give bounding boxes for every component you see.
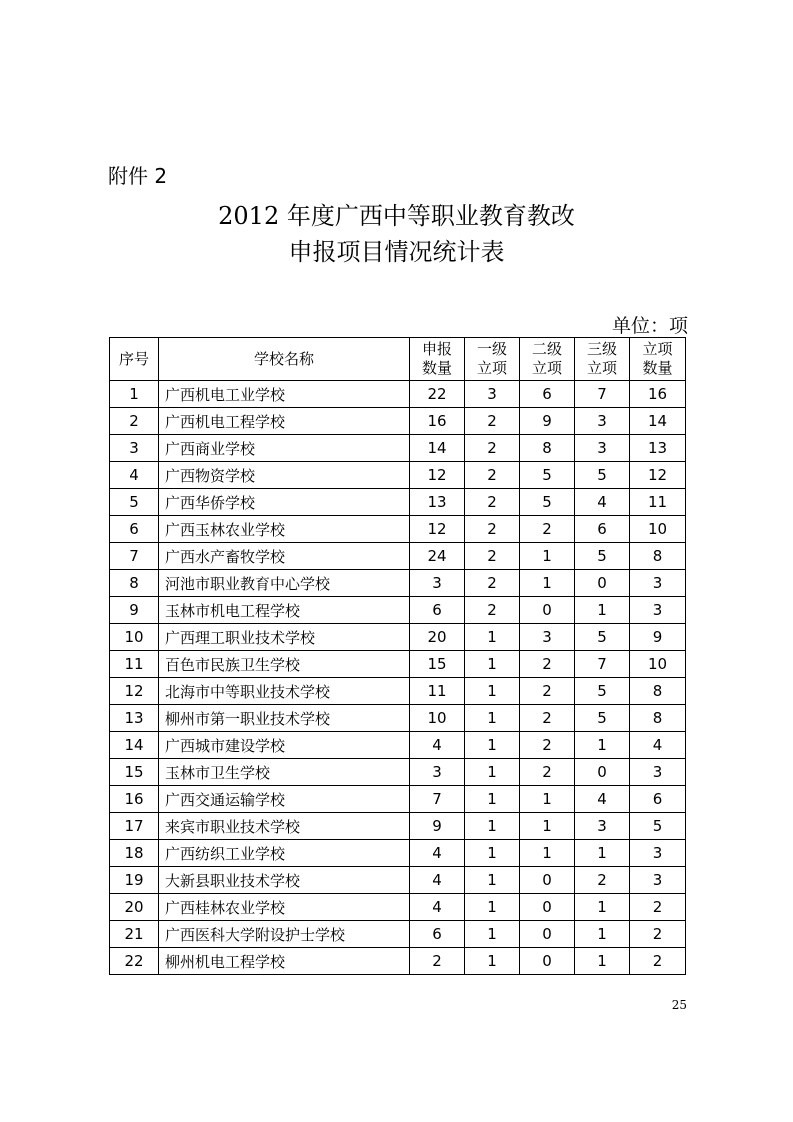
cell-school-name: 柳州市第一职业技术学校 — [159, 705, 410, 732]
table-row — [110, 732, 686, 759]
cell-index: 16 — [110, 786, 159, 813]
table-row — [110, 840, 686, 867]
cell-approved-total: 8 — [630, 705, 686, 732]
unit-label: 单位：项 — [611, 315, 688, 337]
table-row — [110, 489, 686, 516]
table-row — [110, 759, 686, 786]
cell-approved-total: 6 — [630, 786, 686, 813]
cell-applications: 16 — [410, 408, 465, 435]
cell-approved-total: 14 — [630, 408, 686, 435]
cell-approved-total: 13 — [630, 435, 686, 462]
header-applications: 申报 数量 — [410, 338, 465, 381]
cell-level1: 1 — [465, 759, 520, 786]
cell-approved-total: 4 — [630, 732, 686, 759]
cell-applications: 4 — [410, 732, 465, 759]
cell-level1: 1 — [465, 732, 520, 759]
cell-level2: 1 — [520, 813, 575, 840]
cell-approved-total: 12 — [630, 462, 686, 489]
table-row — [110, 948, 686, 975]
cell-level2: 2 — [520, 705, 575, 732]
cell-approved-total: 2 — [630, 921, 686, 948]
cell-applications: 12 — [410, 462, 465, 489]
cell-school-name: 广西纺织工业学校 — [159, 840, 410, 867]
cell-level2: 1 — [520, 570, 575, 597]
cell-level2: 2 — [520, 651, 575, 678]
cell-approved-total: 3 — [630, 840, 686, 867]
cell-level1: 1 — [465, 651, 520, 678]
cell-applications: 15 — [410, 651, 465, 678]
cell-level3: 5 — [575, 678, 630, 705]
cell-applications: 6 — [410, 597, 465, 624]
cell-level3: 4 — [575, 786, 630, 813]
cell-index: 19 — [110, 867, 159, 894]
cell-index: 14 — [110, 732, 159, 759]
cell-school-name: 广西医科大学附设护士学校 — [159, 921, 410, 948]
cell-level3: 1 — [575, 840, 630, 867]
cell-applications: 9 — [410, 813, 465, 840]
cell-approved-total: 9 — [630, 624, 686, 651]
cell-level3: 3 — [575, 435, 630, 462]
cell-level3: 6 — [575, 516, 630, 543]
cell-approved-total: 3 — [630, 570, 686, 597]
cell-index: 7 — [110, 543, 159, 570]
cell-level3: 5 — [575, 462, 630, 489]
cell-level3: 0 — [575, 759, 630, 786]
table-row — [110, 786, 686, 813]
cell-approved-total: 11 — [630, 489, 686, 516]
attachment-label: 附件 2 — [108, 164, 168, 188]
cell-index: 8 — [110, 570, 159, 597]
cell-level3: 1 — [575, 732, 630, 759]
cell-index: 12 — [110, 678, 159, 705]
cell-applications: 6 — [410, 921, 465, 948]
cell-level1: 1 — [465, 921, 520, 948]
cell-level2: 5 — [520, 489, 575, 516]
cell-level1: 1 — [465, 786, 520, 813]
cell-level1: 1 — [465, 705, 520, 732]
cell-level3: 5 — [575, 624, 630, 651]
cell-index: 5 — [110, 489, 159, 516]
table-row — [110, 408, 686, 435]
cell-approved-total: 16 — [630, 381, 686, 408]
cell-school-name: 广西水产畜牧学校 — [159, 543, 410, 570]
cell-level1: 1 — [465, 813, 520, 840]
cell-applications: 3 — [410, 570, 465, 597]
cell-applications: 4 — [410, 840, 465, 867]
cell-index: 15 — [110, 759, 159, 786]
cell-index: 17 — [110, 813, 159, 840]
cell-level1: 1 — [465, 948, 520, 975]
cell-applications: 20 — [410, 624, 465, 651]
cell-approved-total: 5 — [630, 813, 686, 840]
cell-level1: 1 — [465, 894, 520, 921]
cell-index: 6 — [110, 516, 159, 543]
table-row — [110, 678, 686, 705]
table-header-row — [110, 338, 686, 381]
cell-approved-total: 10 — [630, 651, 686, 678]
cell-approved-total: 3 — [630, 867, 686, 894]
table-row — [110, 651, 686, 678]
cell-applications: 4 — [410, 894, 465, 921]
cell-level2: 2 — [520, 732, 575, 759]
cell-school-name: 来宾市职业技术学校 — [159, 813, 410, 840]
cell-school-name: 广西玉林农业学校 — [159, 516, 410, 543]
cell-applications: 14 — [410, 435, 465, 462]
cell-applications: 13 — [410, 489, 465, 516]
cell-level3: 1 — [575, 948, 630, 975]
table-row — [110, 597, 686, 624]
cell-level2: 0 — [520, 921, 575, 948]
header-index: 序号 — [110, 338, 159, 381]
cell-level3: 3 — [575, 408, 630, 435]
cell-level1: 3 — [465, 381, 520, 408]
cell-applications: 7 — [410, 786, 465, 813]
cell-school-name: 百色市民族卫生学校 — [159, 651, 410, 678]
document-title-line2: 申报项目情况统计表 — [288, 238, 505, 266]
page-number: 25 — [671, 998, 687, 1012]
cell-level1: 2 — [465, 543, 520, 570]
cell-index: 4 — [110, 462, 159, 489]
cell-approved-total: 8 — [630, 543, 686, 570]
cell-level1: 1 — [465, 678, 520, 705]
cell-school-name: 大新县职业技术学校 — [159, 867, 410, 894]
cell-approved-total: 3 — [630, 597, 686, 624]
cell-level2: 2 — [520, 678, 575, 705]
cell-index: 11 — [110, 651, 159, 678]
cell-index: 1 — [110, 381, 159, 408]
cell-level2: 0 — [520, 948, 575, 975]
cell-level2: 0 — [520, 597, 575, 624]
cell-index: 3 — [110, 435, 159, 462]
cell-level2: 0 — [520, 867, 575, 894]
table-row — [110, 570, 686, 597]
cell-school-name: 广西理工职业技术学校 — [159, 624, 410, 651]
cell-level2: 3 — [520, 624, 575, 651]
cell-level2: 1 — [520, 840, 575, 867]
cell-school-name: 广西机电工业学校 — [159, 381, 410, 408]
cell-index: 18 — [110, 840, 159, 867]
cell-school-name: 河池市职业教育中心学校 — [159, 570, 410, 597]
cell-school-name: 广西城市建设学校 — [159, 732, 410, 759]
cell-level2: 5 — [520, 462, 575, 489]
cell-level1: 2 — [465, 462, 520, 489]
cell-level2: 2 — [520, 516, 575, 543]
cell-level1: 1 — [465, 840, 520, 867]
cell-level3: 7 — [575, 381, 630, 408]
table-row — [110, 543, 686, 570]
cell-school-name: 广西交通运输学校 — [159, 786, 410, 813]
cell-level1: 2 — [465, 516, 520, 543]
cell-index: 13 — [110, 705, 159, 732]
cell-level2: 2 — [520, 759, 575, 786]
cell-level3: 4 — [575, 489, 630, 516]
header-level2: 二级 立项 — [520, 338, 575, 381]
cell-applications: 3 — [410, 759, 465, 786]
cell-school-name: 玉林市卫生学校 — [159, 759, 410, 786]
header-level3: 三级 立项 — [575, 338, 630, 381]
cell-applications: 22 — [410, 381, 465, 408]
cell-level2: 1 — [520, 786, 575, 813]
header-level1: 一级 立项 — [465, 338, 520, 381]
cell-applications: 10 — [410, 705, 465, 732]
statistics-table — [109, 337, 686, 975]
header-school-name: 学校名称 — [159, 338, 410, 381]
table-row — [110, 867, 686, 894]
table-row — [110, 381, 686, 408]
cell-level3: 1 — [575, 597, 630, 624]
cell-level1: 1 — [465, 867, 520, 894]
cell-index: 10 — [110, 624, 159, 651]
cell-school-name: 广西机电工程学校 — [159, 408, 410, 435]
cell-applications: 24 — [410, 543, 465, 570]
table-row — [110, 705, 686, 732]
cell-school-name: 柳州机电工程学校 — [159, 948, 410, 975]
table-row — [110, 921, 686, 948]
cell-index: 21 — [110, 921, 159, 948]
cell-level3: 7 — [575, 651, 630, 678]
cell-level1: 2 — [465, 597, 520, 624]
cell-index: 22 — [110, 948, 159, 975]
cell-approved-total: 3 — [630, 759, 686, 786]
cell-level1: 2 — [465, 489, 520, 516]
cell-school-name: 广西物资学校 — [159, 462, 410, 489]
cell-school-name: 北海市中等职业技术学校 — [159, 678, 410, 705]
cell-school-name: 广西桂林农业学校 — [159, 894, 410, 921]
cell-level2: 1 — [520, 543, 575, 570]
cell-index: 20 — [110, 894, 159, 921]
cell-approved-total: 2 — [630, 894, 686, 921]
cell-applications: 4 — [410, 867, 465, 894]
cell-level2: 8 — [520, 435, 575, 462]
cell-school-name: 广西华侨学校 — [159, 489, 410, 516]
table-row — [110, 624, 686, 651]
cell-approved-total: 10 — [630, 516, 686, 543]
cell-approved-total: 2 — [630, 948, 686, 975]
cell-level2: 6 — [520, 381, 575, 408]
cell-level3: 3 — [575, 813, 630, 840]
cell-level3: 5 — [575, 705, 630, 732]
cell-school-name: 玉林市机电工程学校 — [159, 597, 410, 624]
header-approved-total: 立项 数量 — [630, 338, 686, 381]
table-row — [110, 813, 686, 840]
table-row — [110, 462, 686, 489]
cell-level1: 1 — [465, 624, 520, 651]
cell-level3: 5 — [575, 543, 630, 570]
table-row — [110, 894, 686, 921]
cell-level2: 0 — [520, 894, 575, 921]
cell-level2: 9 — [520, 408, 575, 435]
cell-applications: 12 — [410, 516, 465, 543]
cell-level1: 2 — [465, 435, 520, 462]
cell-index: 2 — [110, 408, 159, 435]
cell-applications: 2 — [410, 948, 465, 975]
cell-level3: 1 — [575, 921, 630, 948]
cell-applications: 11 — [410, 678, 465, 705]
cell-level1: 2 — [465, 408, 520, 435]
cell-school-name: 广西商业学校 — [159, 435, 410, 462]
document-title-line1: 2012 年度广西中等职业教育教改 — [218, 202, 575, 230]
cell-level3: 2 — [575, 867, 630, 894]
table-row — [110, 516, 686, 543]
cell-level3: 1 — [575, 894, 630, 921]
table-row — [110, 435, 686, 462]
cell-level3: 0 — [575, 570, 630, 597]
cell-level1: 2 — [465, 570, 520, 597]
cell-approved-total: 8 — [630, 678, 686, 705]
cell-index: 9 — [110, 597, 159, 624]
